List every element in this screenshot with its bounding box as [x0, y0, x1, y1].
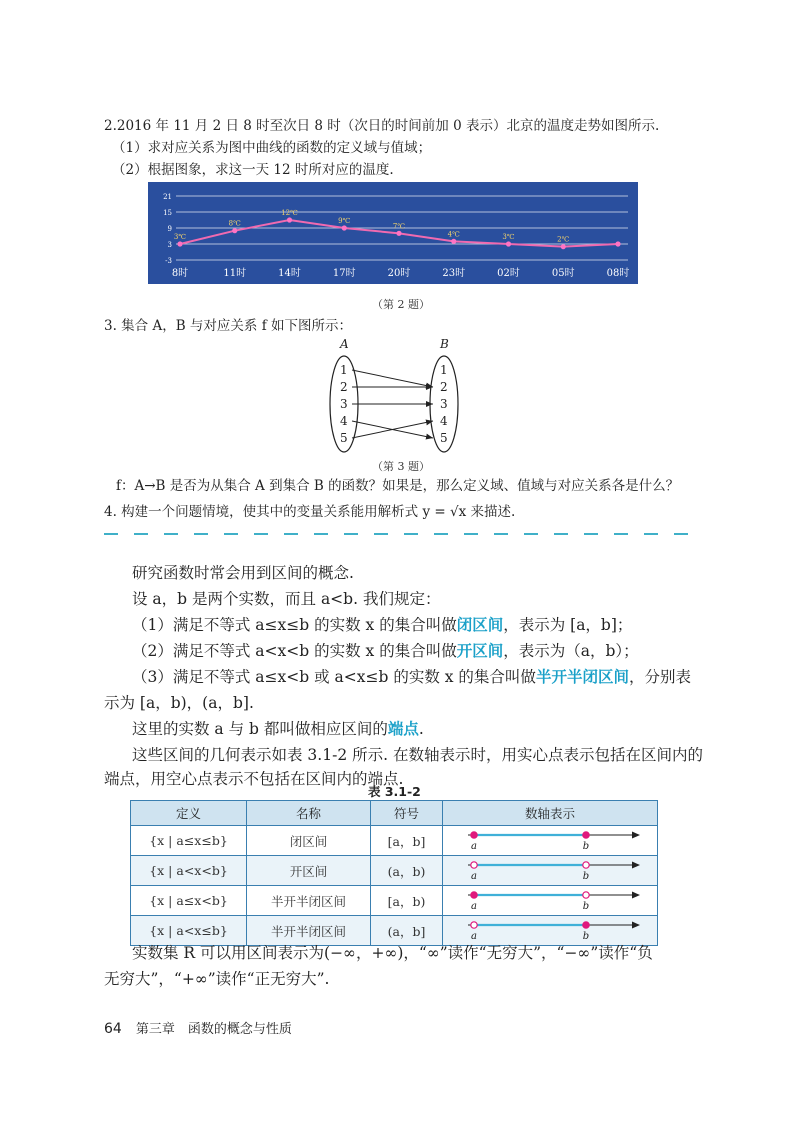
- data-label: 2℃: [557, 235, 570, 244]
- left-endpoint: [471, 892, 477, 898]
- mapping-diagram: [300, 336, 480, 454]
- exercise-3-question: f：A→B 是否为从集合 A 到集合 B 的函数？如果是，那么定义域、值域与对应关系各是什么？: [116, 478, 680, 494]
- y-tick-label: 15: [163, 209, 172, 217]
- endpoint-label-b: b: [582, 871, 590, 882]
- definition-closed: [132, 614, 632, 636]
- endpoint-label-a: a: [471, 871, 477, 882]
- exercise-2-caption: （第 2 题）: [372, 298, 430, 311]
- set-a-element: 4: [340, 414, 348, 428]
- endpoint-label-a: a: [471, 841, 477, 852]
- definition-half-open: [132, 666, 691, 688]
- endpoints-tail: .: [418, 720, 424, 738]
- cell-number-line: [443, 916, 658, 946]
- set-b-element: 5: [440, 431, 448, 445]
- endpoint-label-a: a: [471, 901, 477, 912]
- set-b-element: 1: [440, 363, 448, 377]
- definition-open-text: （2）满足不等式 a<x<b 的实数 x 的集合叫做: [132, 642, 457, 660]
- x-tick-label: 08时: [606, 268, 630, 279]
- axis-arrow-icon: [632, 832, 640, 839]
- data-point: [396, 231, 401, 236]
- definition-closed-tail: ，表示为 [a，b]；: [503, 616, 633, 634]
- definition-half-open-cont: 示为 [a，b)，(a，b].: [104, 694, 254, 712]
- data-label: 4℃: [447, 230, 460, 239]
- cell-definition: {x | a<x≤b}: [131, 916, 247, 946]
- table-caption: 表 3.1-2: [368, 784, 421, 799]
- x-tick-label: 17时: [332, 268, 356, 279]
- data-label: 8℃: [228, 219, 241, 228]
- endpoint-label-a: a: [471, 931, 477, 942]
- definition-half-open-text: （3）满足不等式 a≤x<b 或 a<x≤b 的实数 x 的集合叫做: [132, 668, 536, 686]
- right-endpoint: [583, 862, 589, 868]
- exercise-2-title: 2.2016 年 11 月 2 日 8 时至次日 8 时（次日的时间前加 0 表示）北京的温度走势如图所示.: [104, 118, 660, 134]
- data-point: [287, 217, 292, 222]
- definition-closed-text: （1）满足不等式 a≤x≤b 的实数 x 的集合叫做: [132, 616, 457, 634]
- x-tick-label: 20时: [387, 268, 411, 279]
- paragraph-real-set-cont: 无穷大”，“+∞”读作“正无穷大”.: [104, 970, 330, 988]
- data-label: 3℃: [173, 233, 187, 241]
- cell-symbol: [a，b]: [371, 826, 443, 856]
- definition-open-tail: ，表示为（a，b）；: [503, 642, 639, 660]
- table-row: [131, 826, 658, 856]
- x-tick-label: 11时: [223, 268, 247, 279]
- data-point: [451, 239, 456, 244]
- cell-name: 半开半闭区间: [247, 916, 371, 946]
- data-label: 12℃: [281, 209, 298, 217]
- temperature-chart-svg: [148, 182, 638, 284]
- y-tick-label: 9: [167, 225, 172, 233]
- x-tick-label: 14时: [278, 268, 301, 279]
- data-label: 7℃: [392, 222, 406, 231]
- paragraph-real-set: 实数集 R 可以用区间表示为(−∞，+∞)，“∞”读作“无穷大”，“−∞”读作“负: [132, 944, 653, 962]
- table-row: [131, 886, 658, 916]
- left-endpoint: [471, 922, 477, 928]
- data-point: [615, 241, 620, 246]
- cell-symbol: (a，b): [371, 856, 443, 886]
- x-tick-label: 8时: [171, 268, 189, 279]
- cell-number-line: [443, 886, 658, 916]
- right-endpoint: [583, 832, 589, 838]
- set-b-element: 4: [440, 414, 448, 428]
- right-endpoint: [583, 892, 589, 898]
- set-a-element: 5: [340, 431, 348, 445]
- table-row: [131, 916, 658, 946]
- header-definition: 定义: [131, 801, 247, 826]
- exercise-4-title: 4. 构建一个问题情境，使其中的变量关系能用解析式 y = √x 来描述.: [104, 504, 516, 520]
- cell-definition: {x | a≤x≤b}: [131, 826, 247, 856]
- set-a-element: 3: [340, 397, 348, 411]
- set-a-label: A: [340, 337, 349, 351]
- set-b-label: B: [440, 337, 449, 351]
- data-point: [506, 241, 511, 246]
- data-point: [561, 244, 566, 249]
- endpoint-label-b: b: [582, 841, 590, 852]
- cell-definition: {x | a≤x<b}: [131, 886, 247, 916]
- right-endpoint: [583, 922, 589, 928]
- data-label: 9℃: [338, 217, 351, 225]
- cell-number-line: [443, 856, 658, 886]
- set-b-element: 3: [440, 397, 448, 411]
- cell-symbol: [a，b): [371, 886, 443, 916]
- exercise-2-part1: （1）求对应关系为图中曲线的函数的定义域与值域；: [112, 140, 432, 156]
- table-row: [131, 856, 658, 886]
- header-number-line: 数轴表示: [443, 801, 658, 826]
- term-half-open-interval: 半开半闭区间: [535, 667, 629, 686]
- left-endpoint: [471, 862, 477, 868]
- header-symbol: 符号: [371, 801, 443, 826]
- paragraph-endpoints: [132, 718, 424, 740]
- paragraph-intro: 研究函数时常会用到区间的概念.: [132, 564, 354, 582]
- page-number: 64: [104, 1021, 122, 1037]
- term-open-interval: 开区间: [456, 641, 504, 660]
- page-footer: [104, 1018, 292, 1037]
- chapter-title: 第三章 函数的概念与性质: [135, 1022, 292, 1037]
- endpoint-label-b: b: [582, 901, 590, 912]
- number-line: [450, 916, 650, 942]
- data-point: [342, 225, 347, 230]
- exercise-3-caption: （第 3 题）: [372, 460, 430, 473]
- axis-arrow-icon: [632, 922, 640, 929]
- mapping-arrow: [352, 370, 433, 387]
- header-name: 名称: [247, 801, 371, 826]
- exercise-3-title: 3. 集合 A，B 与对应关系 f 如下图所示：: [104, 318, 353, 334]
- set-a-element: 2: [340, 380, 348, 394]
- endpoints-text: 这里的实数 a 与 b 都叫做相应区间的: [132, 720, 388, 738]
- axis-arrow-icon: [632, 892, 640, 899]
- x-tick-label: 05时: [551, 268, 575, 279]
- number-line: [450, 856, 650, 882]
- y-tick-label: 21: [163, 193, 172, 201]
- term-endpoint: 端点: [387, 719, 419, 738]
- table-header-row: [131, 801, 658, 826]
- term-closed-interval: 闭区间: [456, 615, 504, 634]
- number-line: [450, 886, 650, 912]
- paragraph-geometry: 这些区间的几何表示如表 3.1-2 所示. 在数轴表示时，用实心点表示包括在区间内的: [132, 746, 703, 764]
- data-point: [177, 241, 182, 246]
- endpoint-label-b: b: [582, 931, 590, 942]
- paragraph-assume: 设 a，b 是两个实数，而且 a<b. 我们规定：: [132, 590, 441, 608]
- cell-name: 开区间: [247, 856, 371, 886]
- paragraph-geometry-cont: 端点，用空心点表示不包括在区间内的端点.: [104, 770, 404, 788]
- x-tick-label: 23时: [442, 268, 466, 279]
- temperature-chart: [148, 182, 638, 284]
- data-label: 3℃: [502, 233, 515, 241]
- axis-arrow-icon: [632, 862, 640, 869]
- cell-definition: {x | a<x<b}: [131, 856, 247, 886]
- set-b-element: 2: [440, 380, 448, 394]
- cell-symbol: (a，b]: [371, 916, 443, 946]
- section-divider: [104, 533, 688, 535]
- definition-half-open-tail: ，分别表: [628, 668, 691, 686]
- set-a-element: 1: [340, 363, 348, 377]
- cell-name: 半开半闭区间: [247, 886, 371, 916]
- data-point: [232, 228, 237, 233]
- y-tick-label: -3: [165, 257, 172, 265]
- exercise-2-part2: （2）根据图象，求这一天 12 时所对应的温度.: [112, 162, 394, 178]
- y-tick-label: 3: [167, 241, 172, 249]
- cell-number-line: [443, 826, 658, 856]
- definition-open: [132, 640, 639, 662]
- x-tick-label: 02时: [497, 268, 520, 279]
- interval-table: [130, 800, 658, 946]
- cell-name: 闭区间: [247, 826, 371, 856]
- left-endpoint: [471, 832, 477, 838]
- number-line: [450, 826, 650, 852]
